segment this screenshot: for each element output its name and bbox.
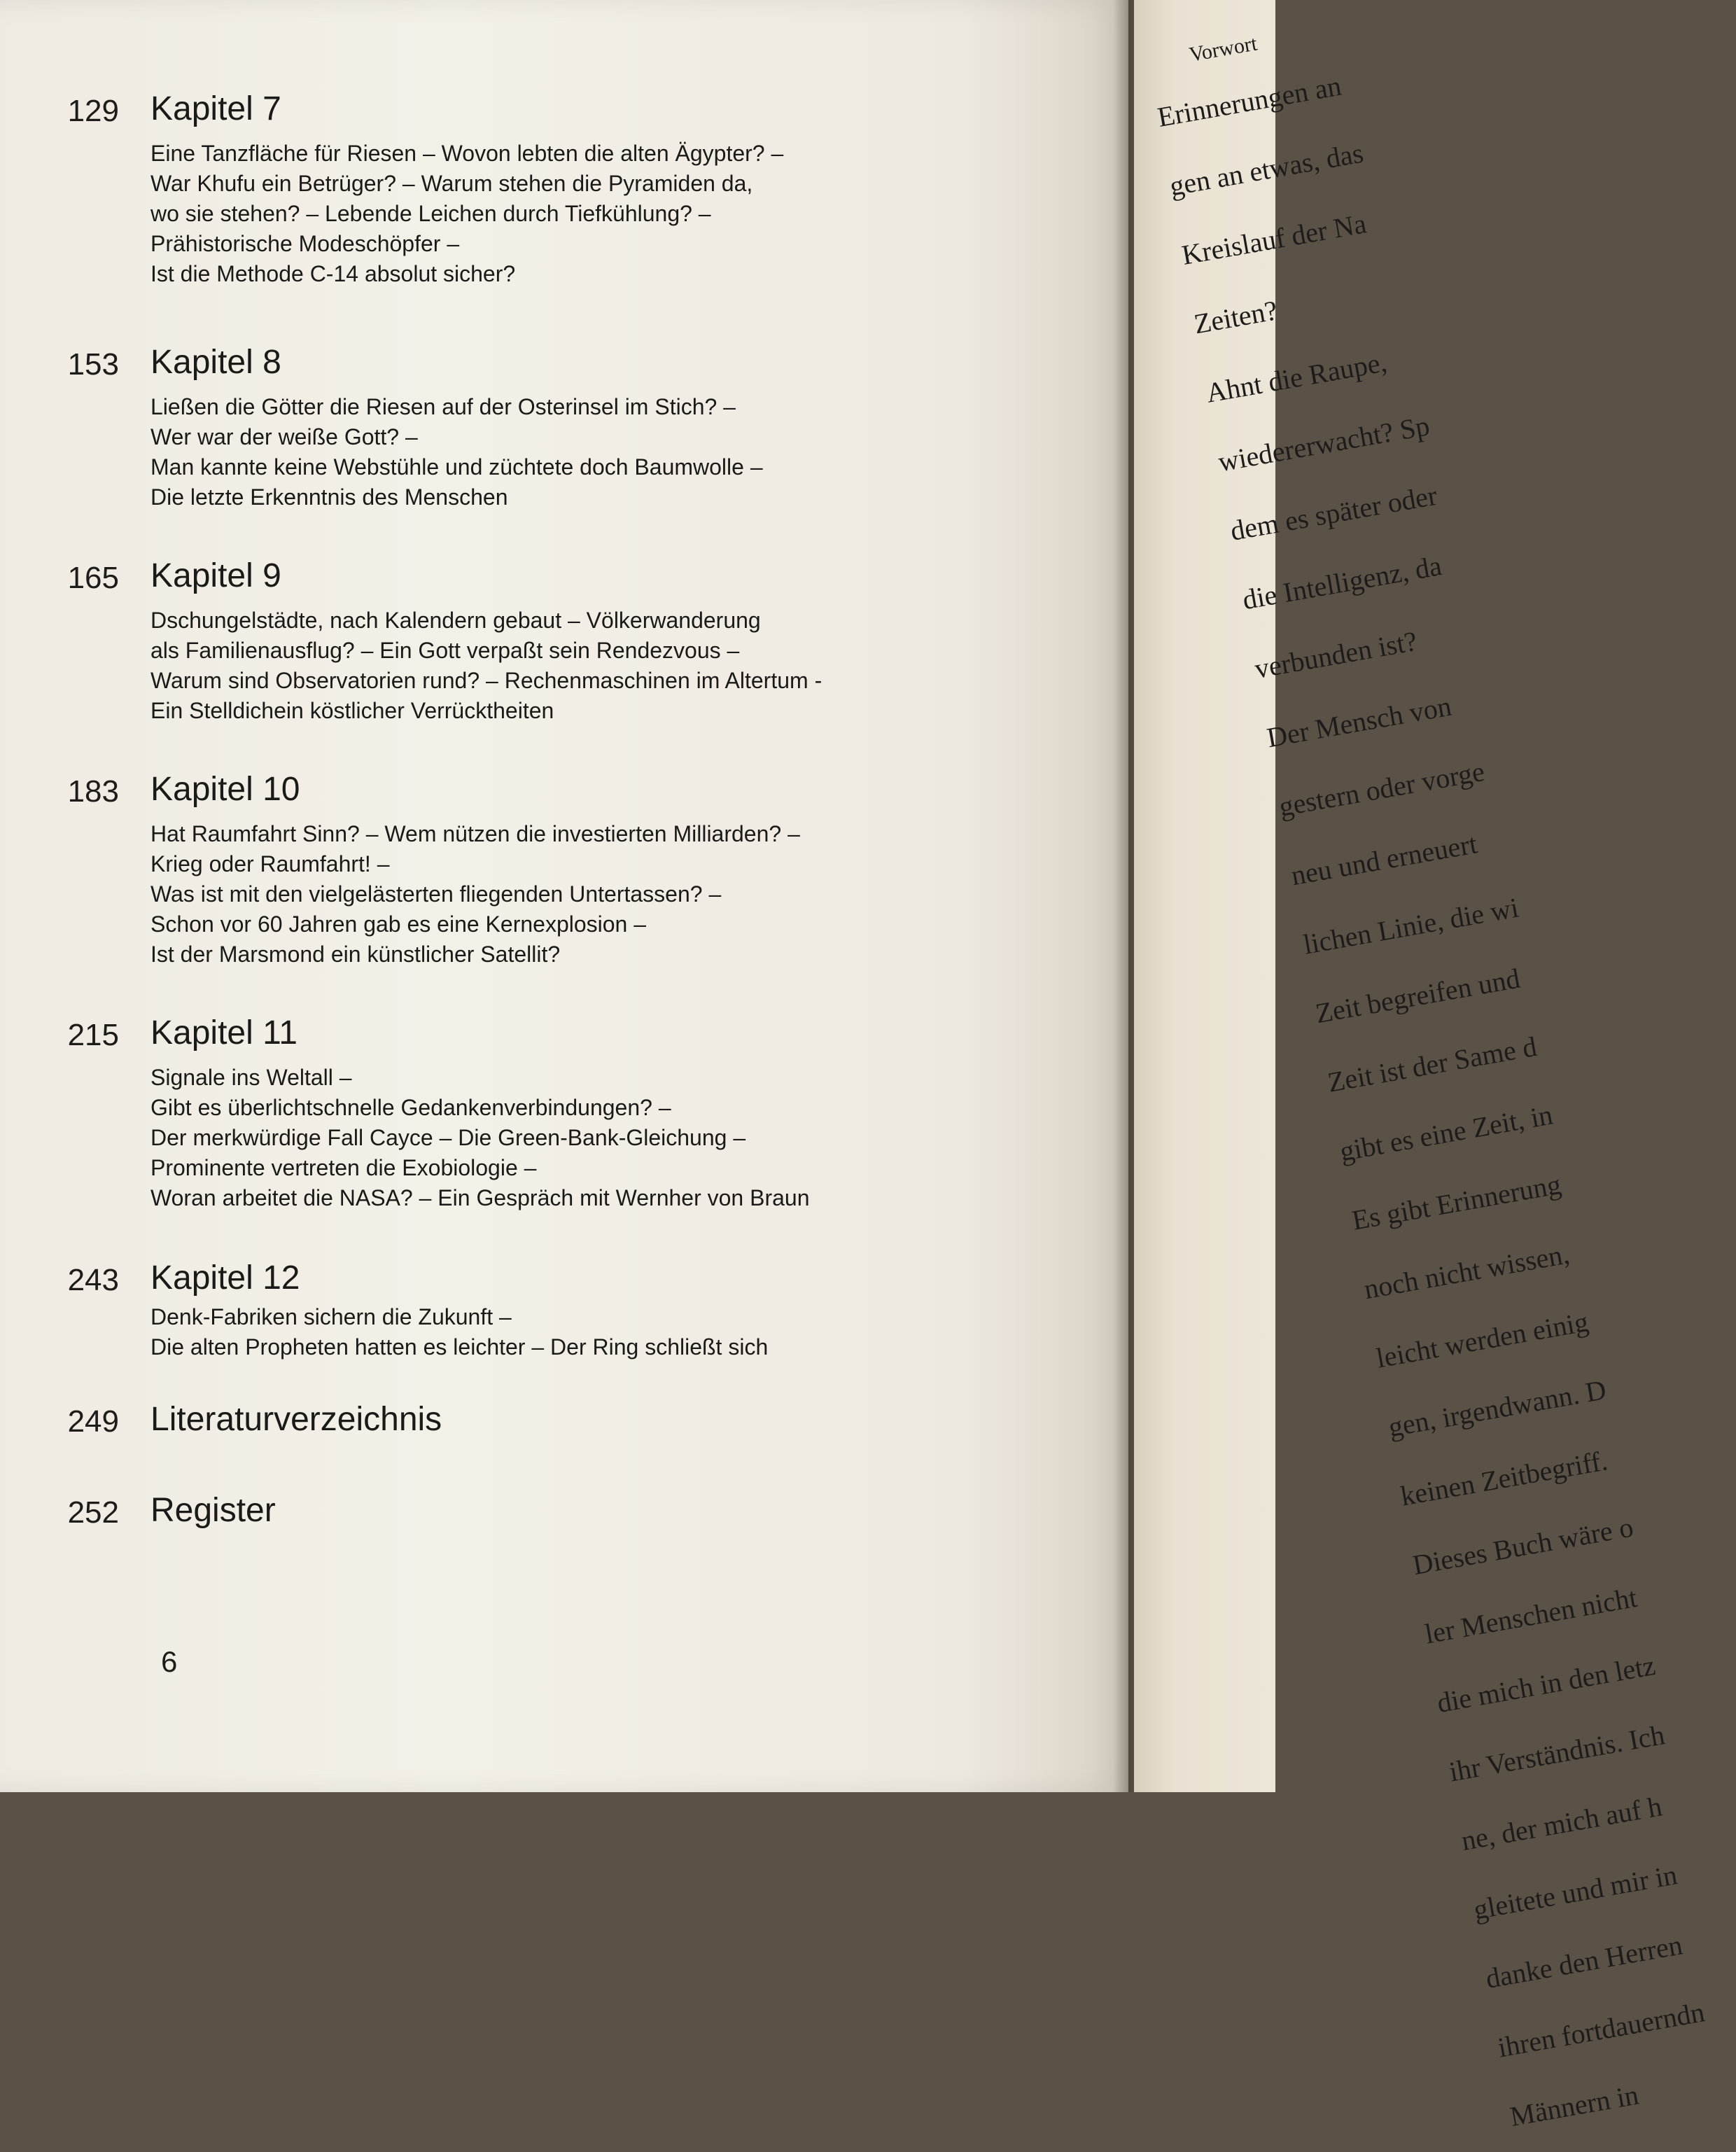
chapter-description — [150, 392, 763, 512]
chapter-description — [150, 139, 783, 289]
right-page-line: Es gibt Erinnerung — [1349, 1168, 1564, 1236]
right-page-text — [1144, 4, 1736, 2152]
description-line: Woran arbeitet die NASA? – Ein Gespräch mit Wernher von Braun — [150, 1185, 810, 1210]
right-page-line: gibt es eine Zeit, in — [1337, 1098, 1555, 1168]
description-line: Prominente vertreten die Exobiologie – — [150, 1155, 537, 1180]
right-page-line: die Intelligenz, da — [1240, 550, 1444, 616]
right-page-line: Dieses Buch wäre o — [1410, 1511, 1636, 1581]
description-line: Schon vor 60 Jahren gab es eine Kernexplosion – — [150, 911, 647, 937]
right-page-line: Erinnerungen an — [1155, 69, 1344, 133]
chapter-title: Kapitel 8 — [150, 344, 281, 381]
right-page-line: verbunden ist? — [1252, 624, 1420, 685]
folio-page-number: 6 — [161, 1645, 178, 1678]
right-page-line: noch nicht wissen, — [1362, 1238, 1572, 1306]
right-page-line: Zeit ist der Same d — [1325, 1030, 1539, 1098]
page-number: 249 — [67, 1404, 119, 1439]
right-page-line: Zeit begreifen und — [1312, 962, 1522, 1030]
right-page-line: ler Menschen nicht — [1422, 1581, 1639, 1650]
right-page-line: Kreislauf der Na — [1179, 207, 1369, 271]
description-line: Denk-Fabriken sichern die Zukunft – — [150, 1304, 512, 1329]
description-line: Was ist mit den vielgelästerten fliegenden Untertassen? – — [150, 881, 722, 907]
right-page-line: Ahnt die Raupe, — [1203, 346, 1390, 409]
right-page-line: Männern in — [1507, 2078, 1642, 2132]
right-page-line: gen, irgendwann. D — [1386, 1374, 1609, 1444]
right-page-line: gestern oder vorge — [1276, 755, 1487, 823]
description-line: Ist die Methode C-14 absolut sicher? — [150, 261, 516, 286]
description-line: Die letzte Erkenntnis des Menschen — [150, 484, 508, 510]
right-page-line: leicht werden einig — [1373, 1306, 1591, 1374]
description-line: Wer war der weiße Gott? – — [150, 424, 418, 449]
right-page-line: gen an etwas, das — [1167, 137, 1366, 202]
chapter-title: Kapitel 9 — [150, 557, 281, 594]
right-page-line: die mich in den letz — [1434, 1649, 1658, 1719]
description-line: Prähistorische Modeschöpfer – — [150, 231, 460, 256]
description-line: Ein Stelldichein köstlicher Verrücktheiten — [150, 698, 554, 723]
chapter-description — [150, 1063, 810, 1213]
right-page-line: lichen Linie, die wi — [1301, 891, 1521, 960]
description-line: War Khufu ein Betrüger? – Warum stehen die Pyramiden da, — [150, 171, 753, 196]
right-page-line: Der Mensch von — [1264, 690, 1454, 754]
right-page-line: danke den Herren — [1483, 1929, 1685, 1994]
page-number: 215 — [67, 1018, 119, 1052]
right-page-line: ihren fortdauerndn — [1495, 1996, 1707, 2064]
right-page-line: ne, der mich auf h — [1459, 1790, 1665, 1857]
page-number: 129 — [67, 94, 119, 128]
description-line: Krieg oder Raumfahrt! – — [150, 851, 390, 876]
description-line: Eine Tanzfläche für Riesen – Wovon lebten die alten Ägypter? – — [150, 141, 784, 166]
description-line: Ließen die Götter die Riesen auf der Osterinsel im Stich? – — [150, 394, 736, 419]
description-line: wo sie stehen? – Lebende Leichen durch Tiefkühlung? – — [150, 201, 711, 226]
page-number: 165 — [67, 561, 119, 595]
chapter-title: Literaturverzeichnis — [150, 1401, 442, 1438]
right-page-line: wiedererwacht? Sp — [1215, 410, 1432, 478]
description-line: Der merkwürdige Fall Cayce – Die Green-Bank-Gleichung – — [150, 1125, 746, 1150]
description-line: Man kannte keine Webstühle und züchtete doch Baumwolle – — [150, 454, 763, 480]
description-line: Signale ins Weltall – — [150, 1065, 352, 1090]
right-page-line: neu und erneuert — [1289, 827, 1480, 892]
chapter-description — [150, 819, 800, 970]
chapter-title: Kapitel 11 — [150, 1014, 298, 1051]
description-line: Dschungelstädte, nach Kalendern gebaut – Völkerwanderung — [150, 608, 761, 633]
description-line: Warum sind Observatorien rund? – Rechenmaschinen im Altertum - — [150, 668, 822, 693]
chapter-title: Register — [150, 1492, 276, 1529]
right-page-line: dem es später oder — [1228, 479, 1440, 547]
right-page — [1134, 0, 1707, 2132]
description-line: Gibt es überlichtschnelle Gedankenverbindungen? – — [150, 1095, 671, 1120]
chapter-title: Kapitel 7 — [150, 90, 281, 127]
page-number: 153 — [67, 347, 119, 382]
page-number: 183 — [67, 774, 119, 809]
description-line: Die alten Propheten hatten es leichter – Der Ring schließt sich — [150, 1334, 769, 1360]
chapter-description — [150, 606, 822, 726]
chapter-title: Kapitel 10 — [150, 771, 300, 808]
description-line: Hat Raumfahrt Sinn? – Wem nützen die investierten Milliarden? – — [150, 821, 800, 846]
right-page-line: Zeiten? — [1191, 294, 1280, 340]
chapter-description — [150, 1302, 768, 1362]
description-line: Ist der Marsmond ein künstlicher Satellit? — [150, 942, 561, 967]
page-number: 243 — [67, 1263, 119, 1297]
chapter-title: Kapitel 12 — [150, 1259, 300, 1297]
page-number: 252 — [67, 1495, 119, 1530]
description-line: als Familienausflug? – Ein Gott verpaßt sein Rendezvous – — [150, 638, 740, 663]
right-page-line: gleitete und mir in — [1471, 1859, 1680, 1926]
right-page-line: keinen Zeitbegriff. — [1398, 1444, 1610, 1512]
right-page-line: ihr Verständnis. Ich — [1446, 1719, 1667, 1788]
right-page-heading: Vorwort — [1187, 32, 1259, 67]
